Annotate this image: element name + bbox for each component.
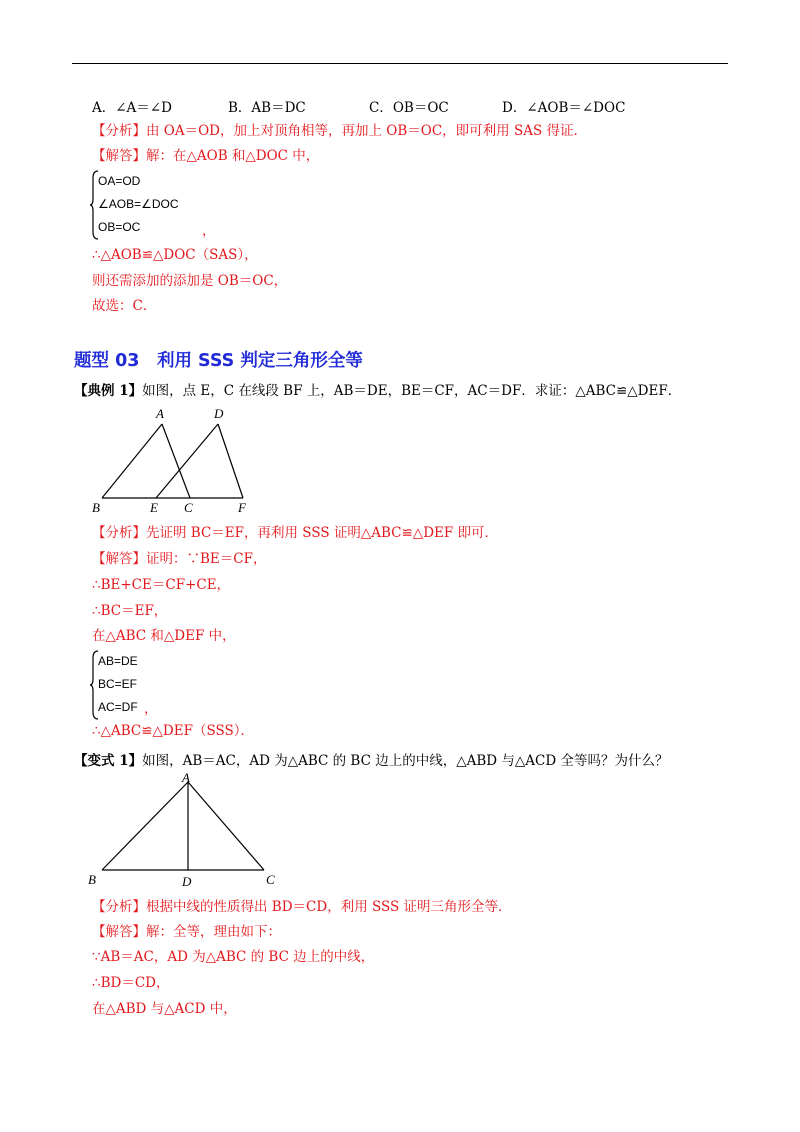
- example1-analysis: [92, 524, 498, 542]
- q0-conclusion-1: ∴△AOB≌△DOC（SAS），: [92, 247, 258, 263]
- answer-intro: 解：全等，理由如下：: [146, 924, 281, 940]
- example-text: 如图，点 E，C 在线段 BF 上，AB＝DE，BE＝CF，AC＝DF．求证：△ABC≌△DEF．: [142, 383, 682, 399]
- analysis-text: 先证明 BC＝EF，再利用 SSS 证明△ABC≌△DEF 即可．: [146, 525, 499, 541]
- answer-tag: 【解答】: [92, 924, 146, 940]
- q0-system-tail: ，: [202, 223, 216, 239]
- option-d: D．∠AOB＝∠DOC: [502, 100, 626, 116]
- variant1-step-3: 在△ABD 与△ACD 中，: [92, 1001, 237, 1017]
- figure-two-triangles: [88, 402, 258, 514]
- q0-conclusion-2: 则还需添加的添加是 OB＝OC，: [92, 273, 288, 289]
- label-C: C: [184, 500, 193, 514]
- example1-system-tail: ，: [144, 701, 158, 717]
- system-line-1: OA=OD: [98, 174, 141, 188]
- analysis-tag: 【分析】: [92, 525, 146, 541]
- q0-analysis: [92, 122, 587, 140]
- label-B: B: [88, 872, 96, 887]
- system-line-2: ∠AOB=∠DOC: [98, 197, 179, 211]
- segment-AC: [188, 782, 264, 870]
- variant-text: 如图，AB＝AC，AD 为△ABC 的 BC 边上的中线，△ABD 与△ACD 全等吗？为什么？: [142, 753, 669, 769]
- label-A: A: [156, 406, 164, 421]
- example1-step-2: ∴BC＝EF，: [92, 603, 168, 619]
- option-c: C．OB＝OC: [369, 100, 449, 116]
- variant1-step-1: ∵AB＝AC，AD 为△ABC 的 BC 边上的中线，: [92, 949, 375, 965]
- figure-isosceles-triangle: [84, 772, 284, 890]
- header-rule: [72, 63, 728, 64]
- answer-intro: 解：在△AOB 和△DOC 中，: [146, 148, 320, 164]
- label-F: F: [238, 500, 246, 514]
- system-line-1: AB=DE: [98, 654, 138, 668]
- system-line-3: AC=DF: [98, 700, 138, 714]
- system-line-3: OB=OC: [98, 220, 141, 234]
- variant-tag: 【变式 1】: [74, 753, 143, 769]
- label-C: C: [266, 872, 275, 887]
- example1-step-1: ∴BE+CE＝CF+CE，: [92, 577, 231, 593]
- option-b: B．AB＝DC: [228, 100, 306, 116]
- label-B: B: [92, 500, 100, 514]
- answer-tag: 【解答】: [92, 148, 146, 164]
- variant1-analysis: [92, 898, 512, 916]
- example-tag: 【典例 1】: [74, 383, 143, 399]
- example1-answer: [92, 550, 266, 568]
- segment-ED: [156, 424, 218, 498]
- segment-AB: [102, 782, 188, 870]
- segment-AC: [162, 424, 190, 498]
- label-E: E: [150, 500, 158, 514]
- variant1-step-2: ∴BD＝CD，: [92, 975, 170, 991]
- analysis-tag: 【分析】: [92, 899, 146, 915]
- example1-question: [74, 382, 681, 400]
- label-D: D: [214, 406, 224, 421]
- section-heading: 题型 03 利用 SSS 判定三角形全等: [74, 351, 363, 371]
- q0-answer: [92, 147, 319, 165]
- segment-DF: [218, 424, 243, 498]
- q0-conclusion-3: 故选：C．: [92, 298, 157, 314]
- option-a: A．∠A＝∠D: [92, 100, 172, 116]
- variant1-answer: [92, 923, 281, 941]
- label-A: A: [182, 772, 190, 785]
- label-D: D: [182, 874, 192, 889]
- analysis-text: 根据中线的性质得出 BD＝CD，利用 SSS 证明三角形全等．: [146, 899, 512, 915]
- answer-tag: 【解答】: [92, 551, 146, 567]
- q0-equation-system: [98, 170, 248, 240]
- example1-conclusion: ∴△ABC≌△DEF（SSS）．: [92, 723, 254, 739]
- analysis-text: 由 OA＝OD，加上对顶角相等，再加上 OB＝OC，即可利用 SAS 得证．: [146, 123, 588, 139]
- system-line-2: BC=EF: [98, 677, 138, 691]
- segment-BA: [102, 424, 162, 498]
- answer-intro: 证明：∵BE＝CF，: [146, 551, 267, 567]
- variant1-question: [74, 752, 668, 770]
- analysis-tag: 【分析】: [92, 123, 146, 139]
- example1-equation-system: [98, 650, 248, 720]
- example1-step-3: 在△ABC 和△DEF 中，: [92, 628, 236, 644]
